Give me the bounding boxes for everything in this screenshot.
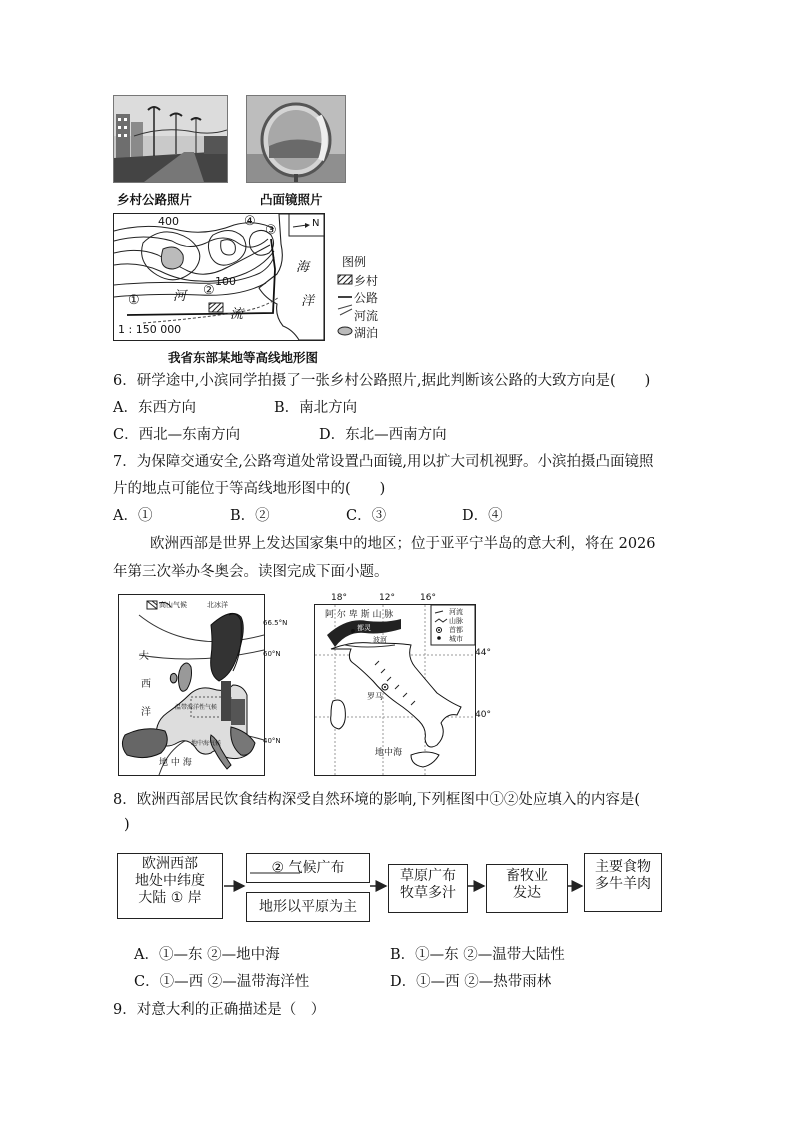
legend-river: 河流 xyxy=(354,309,379,323)
europe-ocean-yang: 洋 xyxy=(141,707,151,718)
q6-option-a[interactable]: A．东西方向 xyxy=(113,400,196,416)
europe-lat-40: 40°N xyxy=(263,737,281,745)
q7-option-a[interactable]: A．① xyxy=(113,508,153,524)
italy-legend-capital: 首都 xyxy=(449,626,463,634)
q8-option-d[interactable]: D．①—西 ②—热带雨林 xyxy=(390,974,552,990)
italy-lon-18: 18° xyxy=(331,593,347,603)
q7-option-c[interactable]: C．③ xyxy=(346,508,387,524)
q8-stem-line1: 8．欧洲西部居民饮食结构深受自然环境的影响,下列框图中①②处应填入的内容是( xyxy=(113,792,640,808)
intro-line2: 年第三次举办冬奥会。读图完成下面小题。 xyxy=(113,564,389,580)
sea-label-hai: 海 xyxy=(296,260,310,275)
q9-stem: 9．对意大利的正确描述是（ ） xyxy=(113,1002,326,1018)
convex-mirror-caption: 凸面镜照片 xyxy=(260,192,323,207)
europe-arctic-label: 北冰洋 xyxy=(207,601,228,609)
map-scale: 1 : 150 000 xyxy=(118,323,182,336)
europe-temperate-label: 温带海洋性气候 xyxy=(175,704,218,711)
europe-med-label: 地中海气候 xyxy=(191,740,222,747)
point-4: ④ xyxy=(244,214,256,229)
italy-legend-river: 河流 xyxy=(449,608,463,616)
q6-option-b[interactable]: B．南北方向 xyxy=(274,400,358,416)
q6-option-d[interactable]: D．东北—西南方向 xyxy=(319,427,447,443)
flow-box-4-line1: 草原广布 xyxy=(400,868,456,884)
legend-title: 图例 xyxy=(342,255,367,269)
legend-road: 公路 xyxy=(354,291,379,305)
intro-line1: 欧洲西部是世界上发达国家集中的地区；位于亚平宁半岛的意大利，将在 2026 xyxy=(150,536,656,552)
flow-box-1-line3: 大陆 ① 岸 xyxy=(138,890,202,906)
europe-legend-box: 高山气候 xyxy=(159,601,187,609)
flow-box-5-line2: 发达 xyxy=(513,885,541,901)
flow-box-4-line2: 牧草多汁 xyxy=(400,885,456,901)
q6-option-c[interactable]: C．西北—东南方向 xyxy=(113,427,241,443)
europe-mediterranean-label: 地 中 海 xyxy=(159,758,192,768)
q8-option-b[interactable]: B．①—东 ②—温带大陆性 xyxy=(390,947,565,963)
legend-village: 乡村 xyxy=(354,274,379,288)
italy-legend-mountain: 山脉 xyxy=(449,617,463,625)
italy-river-label: 波河 xyxy=(373,636,387,644)
italy-capital-label: 罗马 xyxy=(367,692,383,701)
italy-sea-label: 地中海 xyxy=(375,748,403,758)
flow-box-3-text: 地形以平原为主 xyxy=(259,899,357,915)
flow-box-1-line1: 欧洲西部 xyxy=(142,856,198,872)
q6-stem: 6．研学途中,小滨同学拍摄了一张乡村公路照片,据此判断该公路的大致方向是( ) xyxy=(113,373,651,389)
point-2: ② xyxy=(203,283,215,298)
italy-city-label: 都灵 xyxy=(357,624,371,632)
rural-road-caption: 乡村公路照片 xyxy=(117,192,193,207)
legend-lake: 湖泊 xyxy=(354,326,379,340)
europe-ocean-xi: 西 xyxy=(141,679,151,690)
europe-lat-60: 60°N xyxy=(263,650,281,658)
river-label-he: 河 xyxy=(173,289,187,304)
point-1: ① xyxy=(128,293,140,308)
q7-option-b[interactable]: B．② xyxy=(230,508,270,524)
italy-lon-16: 16° xyxy=(420,593,436,603)
q8-option-a[interactable]: A．①—东 ②—地中海 xyxy=(134,947,280,963)
flow-box-6-line1: 主要食物 xyxy=(595,859,651,875)
europe-ocean-da: 大 xyxy=(139,651,149,662)
italy-mountains-label: 阿 尔 卑 斯 山 脉 xyxy=(325,610,394,620)
q8-option-c[interactable]: C．①—西 ②—温带海洋性 xyxy=(134,974,310,990)
flow-box-1-line2: 地处中纬度 xyxy=(135,873,205,889)
italy-legend-city: 城市 xyxy=(449,635,463,643)
north-arrow-label: N xyxy=(312,218,320,229)
flow-box-6-line2: 多牛羊肉 xyxy=(595,876,651,892)
q8-stem-line2: ) xyxy=(124,817,130,833)
contour-map-caption: 我省东部某地等高线地形图 xyxy=(168,350,319,365)
q7-stem-line1: 7．为保障交通安全,公路弯道处常设置凸面镜,用以扩大司机视野。小滨拍摄凸面镜照 xyxy=(113,454,654,470)
contour-100-label: 100 xyxy=(215,275,236,288)
europe-lat-66: 66.5°N xyxy=(263,619,288,627)
contour-400-label: 400 xyxy=(158,215,179,228)
point-3: ③ xyxy=(265,223,277,238)
flow-box-5-line1: 畜牧业 xyxy=(506,868,548,884)
flow-box-2-text: ② 气候广布 xyxy=(271,860,345,876)
italy-lat-40: 40° xyxy=(475,710,491,720)
italy-lon-12: 12° xyxy=(379,593,395,603)
river-label-liu: 流 xyxy=(230,307,244,322)
q7-option-d[interactable]: D．④ xyxy=(462,508,503,524)
italy-lat-44: 44° xyxy=(475,648,491,658)
sea-label-yang: 洋 xyxy=(301,294,315,309)
q7-stem-line2: 片的地点可能位于等高线地形图中的( ) xyxy=(113,481,386,497)
